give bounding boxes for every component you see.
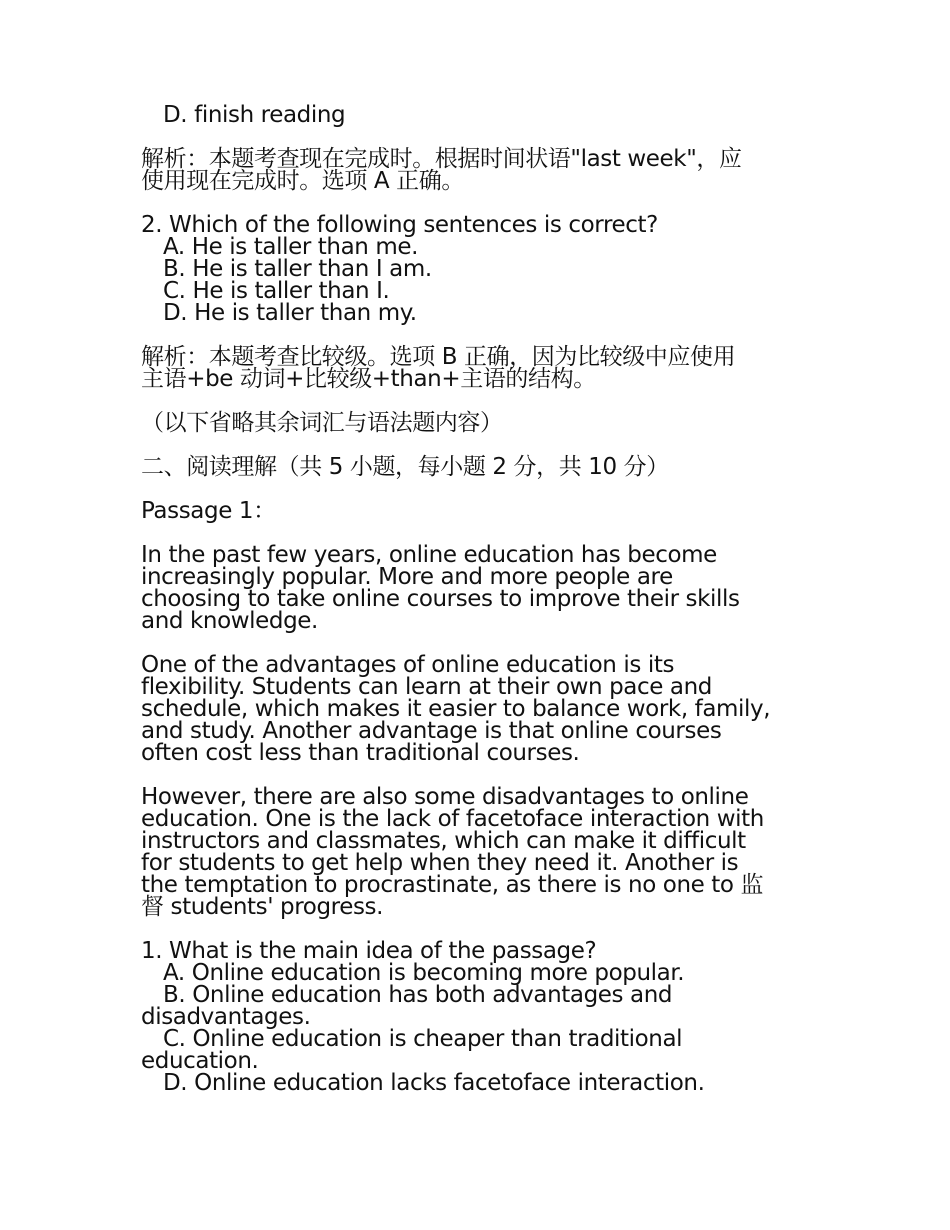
passage-title-block bbox=[141, 500, 821, 522]
passage-line: flexibility. Students can learn at their own pace and bbox=[141, 674, 712, 700]
q2-option-a: A. He is taller than me. bbox=[163, 234, 419, 260]
q2-analysis-line: 解析：本题考查比较级。选项 B 正确，因为比较级中应使用 bbox=[141, 344, 736, 370]
passage-line: instructors and classmates, which can make it difficult bbox=[141, 828, 746, 854]
p1-option-d: D. Online education lacks facetoface interaction. bbox=[163, 1070, 705, 1096]
passage-line: One of the advantages of online education is its bbox=[141, 652, 675, 678]
passage-line: education. One is the lack of facetoface interaction with bbox=[141, 806, 764, 832]
q2-option-c: C. He is taller than I. bbox=[163, 278, 390, 304]
section-heading-block bbox=[141, 456, 821, 478]
document-body bbox=[141, 104, 821, 1116]
omitted-note: （以下省略其余词汇与语法题内容） bbox=[141, 410, 503, 436]
passage-line: for students to get help when they need it. Another is bbox=[141, 850, 739, 876]
q2-block bbox=[141, 214, 821, 324]
omitted-note-block bbox=[141, 412, 821, 434]
p1-option-b-cont: disadvantages. bbox=[141, 1004, 311, 1030]
p1-option-c: C. Online education is cheaper than traditional bbox=[163, 1026, 683, 1052]
passage-line: In the past few years, online education has become bbox=[141, 542, 717, 568]
section2-heading: 二、阅读理解（共 5 小题，每小题 2 分，共 10 分） bbox=[141, 454, 669, 480]
passage-line: and study. Another advantage is that online courses bbox=[141, 718, 722, 744]
passage-paragraph bbox=[141, 544, 821, 632]
passage-paragraph bbox=[141, 654, 821, 764]
q2-option-d: D. He is taller than my. bbox=[163, 300, 417, 326]
passage-line: schedule, which makes it easier to balance work, family, bbox=[141, 696, 771, 722]
q2-question: 2. Which of the following sentences is correct? bbox=[141, 212, 658, 238]
q1-analysis bbox=[141, 148, 821, 192]
passage-paragraph bbox=[141, 786, 821, 918]
passage-line: choosing to take online courses to improve their skills bbox=[141, 586, 740, 612]
passage-line: and knowledge. bbox=[141, 608, 318, 634]
p1-question-block bbox=[141, 940, 821, 1094]
p1-option-a: A. Online education is becoming more popular. bbox=[163, 960, 685, 986]
passage-line: increasingly popular. More and more people are bbox=[141, 564, 673, 590]
passage-line: 督 students' progress. bbox=[141, 894, 384, 920]
q1-analysis-line: 解析：本题考查现在完成时。根据时间状语"last week"，应 bbox=[141, 146, 742, 172]
q2-option-b: B. He is taller than I am. bbox=[163, 256, 432, 282]
q1-option-d: D. finish reading bbox=[163, 102, 346, 128]
q2-analysis bbox=[141, 346, 821, 390]
p1-question: 1. What is the main idea of the passage? bbox=[141, 938, 597, 964]
q1-analysis-line: 使用现在完成时。选项 A 正确。 bbox=[141, 168, 464, 194]
passage-line: often cost less than traditional courses. bbox=[141, 740, 580, 766]
q2-analysis-line: 主语+be 动词+比较级+than+主语的结构。 bbox=[141, 366, 596, 392]
q1-option-block bbox=[141, 104, 821, 126]
p1-option-c-cont: education. bbox=[141, 1048, 259, 1074]
passage-line: the temptation to procrastinate, as there is no one to 监 bbox=[141, 872, 764, 898]
passage-title: Passage 1： bbox=[141, 498, 276, 524]
passage-line: However, there are also some disadvantages to online bbox=[141, 784, 749, 810]
p1-option-b: B. Online education has both advantages and bbox=[163, 982, 673, 1008]
